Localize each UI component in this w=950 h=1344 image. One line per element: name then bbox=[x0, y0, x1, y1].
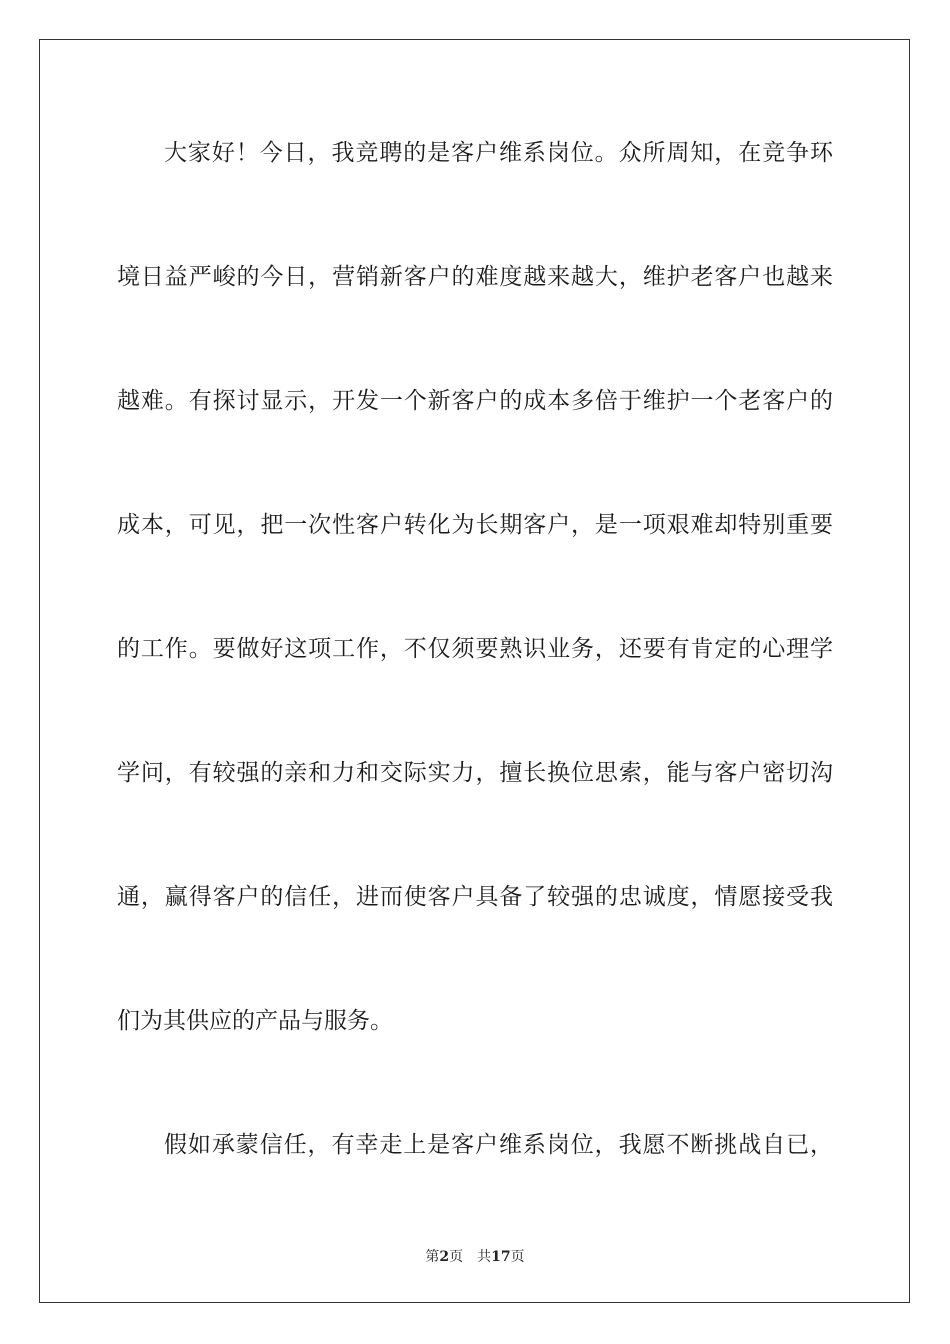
paragraph-1-line-7: 通，赢得客户的信任，进而使客户具备了较强的忠诚度，情愿接受我 bbox=[117, 884, 833, 910]
paragraph-1-line-6: 学问，有较强的亲和力和交际实力，擅长换位思索，能与客户密切沟 bbox=[117, 760, 833, 786]
footer-total-suffix: 页 bbox=[510, 1249, 525, 1265]
paragraph-1-line-5: 的工作。要做好这项工作，不仅须要熟识业务，还要有肯定的心理学 bbox=[117, 636, 833, 662]
paragraph-1-line-2: 境日益严峻的今日，营销新客户的难度越来越大，维护老客户也越来 bbox=[117, 264, 833, 290]
paragraph-1-line-3: 越难。有探讨显示，开发一个新客户的成本多倍于维护一个老客户的 bbox=[117, 388, 833, 414]
page-footer bbox=[0, 1248, 950, 1266]
footer-page-suffix: 页 bbox=[449, 1249, 464, 1265]
page-frame bbox=[39, 39, 910, 1303]
paragraph-1-line-4: 成本，可见，把一次性客户转化为长期客户，是一项艰难却特别重要 bbox=[117, 512, 833, 538]
paragraph-2-line-1: 假如承蒙信任，有幸走上是客户维系岗位，我愿不断挑战自已， bbox=[164, 1132, 833, 1158]
paragraph-1-line-8: 们为其供应的产品与服务。 bbox=[117, 1008, 393, 1034]
footer-total-prefix: 共 bbox=[477, 1249, 492, 1265]
footer-page-number: 2 bbox=[439, 1249, 450, 1265]
footer-total-pages: 17 bbox=[491, 1249, 511, 1265]
paragraph-1-line-1: 大家好！今日，我竞聘的是客户维系岗位。众所周知，在竞争环 bbox=[164, 140, 833, 166]
footer-page-prefix: 第 bbox=[425, 1249, 440, 1265]
